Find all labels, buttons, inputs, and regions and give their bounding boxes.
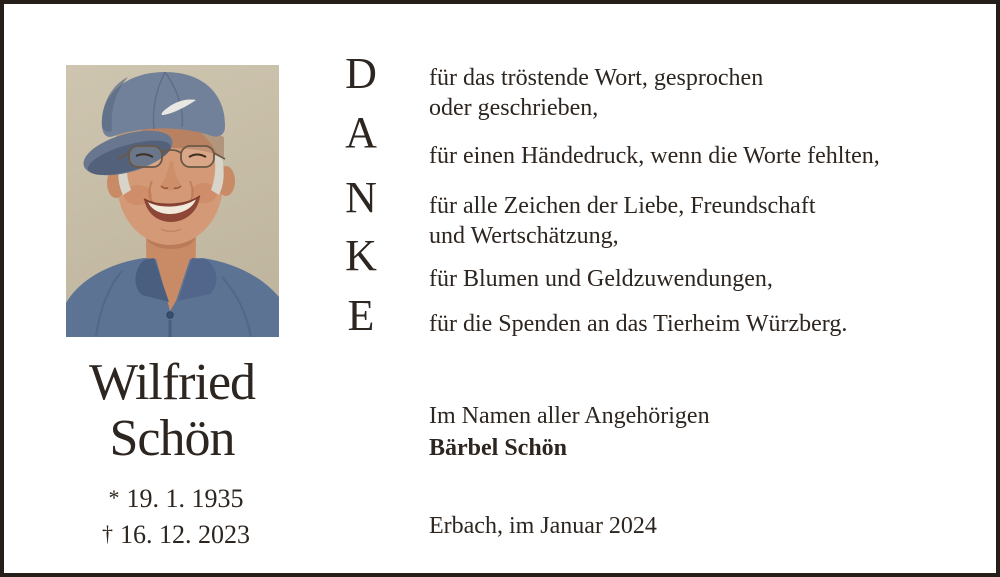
thanks-line: für das tröstende Wort, gesprochen	[429, 65, 764, 91]
thanks-line: für alle Zeichen der Liebe, Freundschaft	[429, 193, 816, 219]
death-date: 16. 12. 2023	[120, 520, 250, 549]
signatory-name: Bärbel Schön	[429, 435, 568, 461]
death-cross-symbol: †	[102, 521, 113, 546]
deceased-name	[32, 355, 312, 467]
thanks-line: für die Spenden an das Tierheim Würzberg.	[429, 311, 848, 337]
thanks-line: oder geschrieben,	[429, 95, 599, 121]
thanks-line: und Wertschätzung,	[429, 223, 619, 249]
birth-date: 19. 1. 1935	[126, 484, 244, 513]
portrait-photo	[66, 65, 279, 337]
life-dates	[32, 481, 320, 553]
thanks-line: für Blumen und Geldzuwendungen,	[429, 266, 773, 292]
birth-star-symbol: *	[108, 485, 120, 510]
danke-letter-a: A	[345, 108, 377, 157]
danke-letter-k: K	[345, 231, 377, 280]
on-behalf-of-line: Im Namen aller Angehörigen	[429, 403, 710, 429]
birth-date-line	[32, 481, 320, 517]
place-and-date-line: Erbach, im Januar 2024	[429, 513, 657, 539]
danke-letter-d: D	[345, 49, 377, 98]
thanks-line: für einen Händedruck, wenn die Worte fehlten,	[429, 143, 880, 169]
elderly-man-with-nike-cap-glasses-portrait	[66, 65, 279, 337]
danke-letter-n: N	[345, 173, 377, 222]
danke-letter-e: E	[347, 291, 375, 340]
deceased-first-name: Wilfried	[88, 354, 256, 411]
death-date-line	[32, 517, 320, 553]
deceased-last-name: Schön	[109, 410, 235, 467]
